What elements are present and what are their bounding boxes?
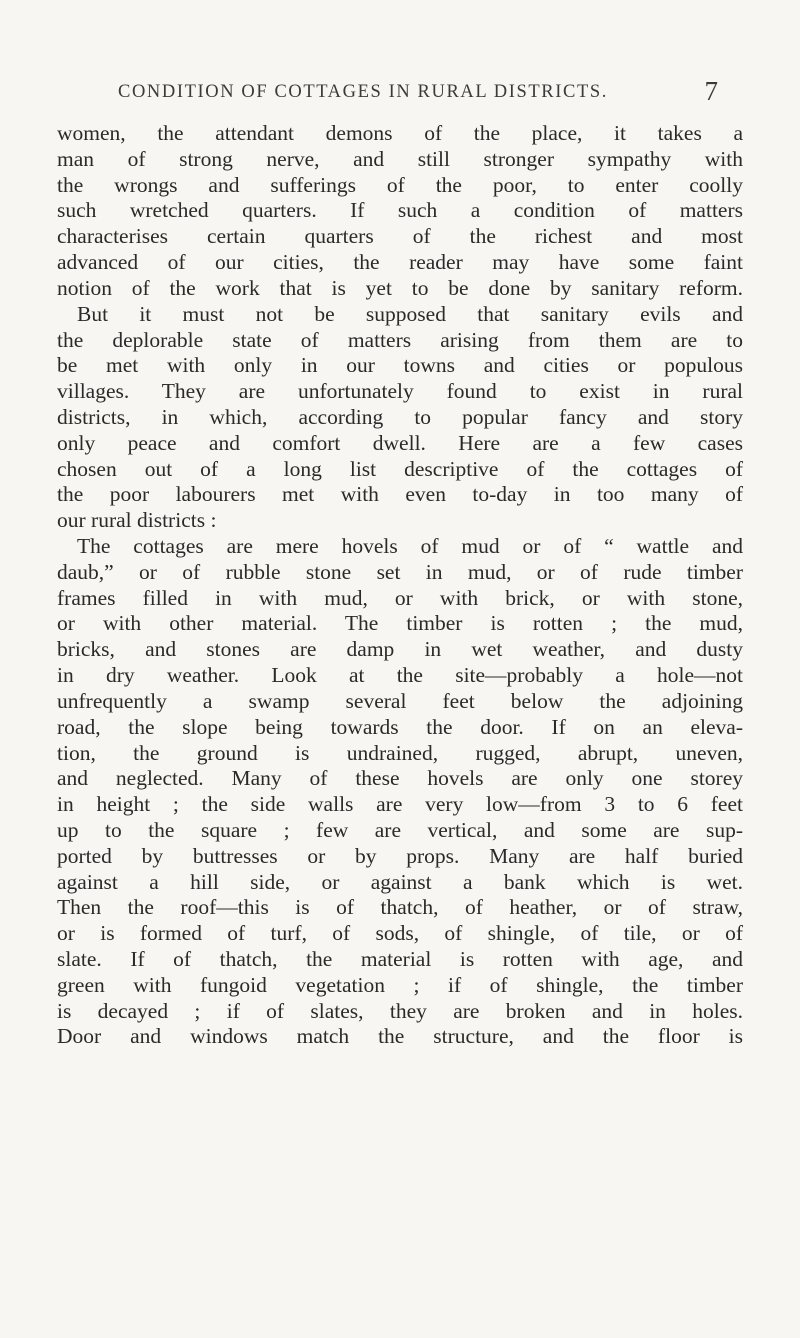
text-line: or is formed of turf, of sods, of shingle, of tile, or of xyxy=(57,921,743,946)
text-line: frames filled in with mud, or with brick, or with stone, xyxy=(57,585,743,610)
text-line: But it must not be supposed that sanitary evils and xyxy=(77,301,743,326)
text-line: green with fungoid vegetation ; if of shingle, the timber xyxy=(57,972,743,997)
page-number: 7 xyxy=(704,76,718,106)
running-title: CONDITION OF COTTAGES IN RURAL DISTRICTS. xyxy=(118,82,608,102)
text-line: in height ; the side walls are very low—from 3 to 6 feet xyxy=(57,792,743,817)
text-line: our rural districts : xyxy=(57,508,217,533)
text-line: against a hill side, or against a bank which is wet. xyxy=(57,869,743,894)
body-text xyxy=(57,121,743,1050)
text-line: The cottages are mere hovels of mud or of “ wattle and xyxy=(77,534,743,558)
text-line: in dry weather. Look at the site—probably a hole—not xyxy=(57,663,743,688)
text-line: the poor labourers met with even to-day in too many of xyxy=(57,482,743,507)
text-line: man of strong nerve, and still stronger sympathy with xyxy=(57,146,743,171)
text-line: characterises certain quarters of the richest and most xyxy=(57,224,743,249)
text-line: bricks, and stones are damp in wet weather, and dusty xyxy=(57,637,743,662)
text-line: the wrongs and sufferings of the poor, to enter coolly xyxy=(57,172,743,197)
text-line: such wretched quarters. If such a condition of matters xyxy=(57,198,743,223)
text-line: road, the slope being towards the door. If on an eleva- xyxy=(57,714,743,739)
text-line: daub,” or of rubble stone set in mud, or of rude timber xyxy=(57,559,743,584)
text-line: up to the square ; few are vertical, and some are sup- xyxy=(57,817,743,842)
text-line: districts, in which, according to popular fancy and story xyxy=(57,404,743,429)
text-line: advanced of our cities, the reader may have some faint xyxy=(57,250,743,275)
text-line: villages. They are unfortunately found to exist in rural xyxy=(57,379,743,404)
text-line: notion of the work that is yet to be done by sanitary reform. xyxy=(57,275,743,300)
text-line: women, the attendant demons of the place, it takes a xyxy=(57,121,743,145)
text-line: ported by buttresses or by props. Many are half buried xyxy=(57,843,743,868)
text-line: unfrequently a swamp several feet below the adjoining xyxy=(57,688,743,713)
text-line: tion, the ground is undrained, rugged, abrupt, uneven, xyxy=(57,740,743,765)
text-line: the deplorable state of matters arising from them are to xyxy=(57,327,743,352)
running-head xyxy=(118,76,718,112)
text-line: only peace and comfort dwell. Here are a few cases xyxy=(57,430,743,455)
text-line: chosen out of a long list descriptive of the cottages of xyxy=(57,456,743,481)
text-line: Door and windows match the structure, and the floor is xyxy=(57,1024,743,1049)
text-line: or with other material. The timber is rotten ; the mud, xyxy=(57,611,743,636)
text-line: be met with only in our towns and cities or populous xyxy=(57,353,743,378)
text-line: Then the roof—this is of thatch, of heather, or of straw, xyxy=(57,895,743,920)
text-line: slate. If of thatch, the material is rotten with age, and xyxy=(57,947,743,971)
text-line: and neglected. Many of these hovels are only one storey xyxy=(57,766,743,791)
text-line: is decayed ; if of slates, they are broken and in holes. xyxy=(57,998,743,1023)
